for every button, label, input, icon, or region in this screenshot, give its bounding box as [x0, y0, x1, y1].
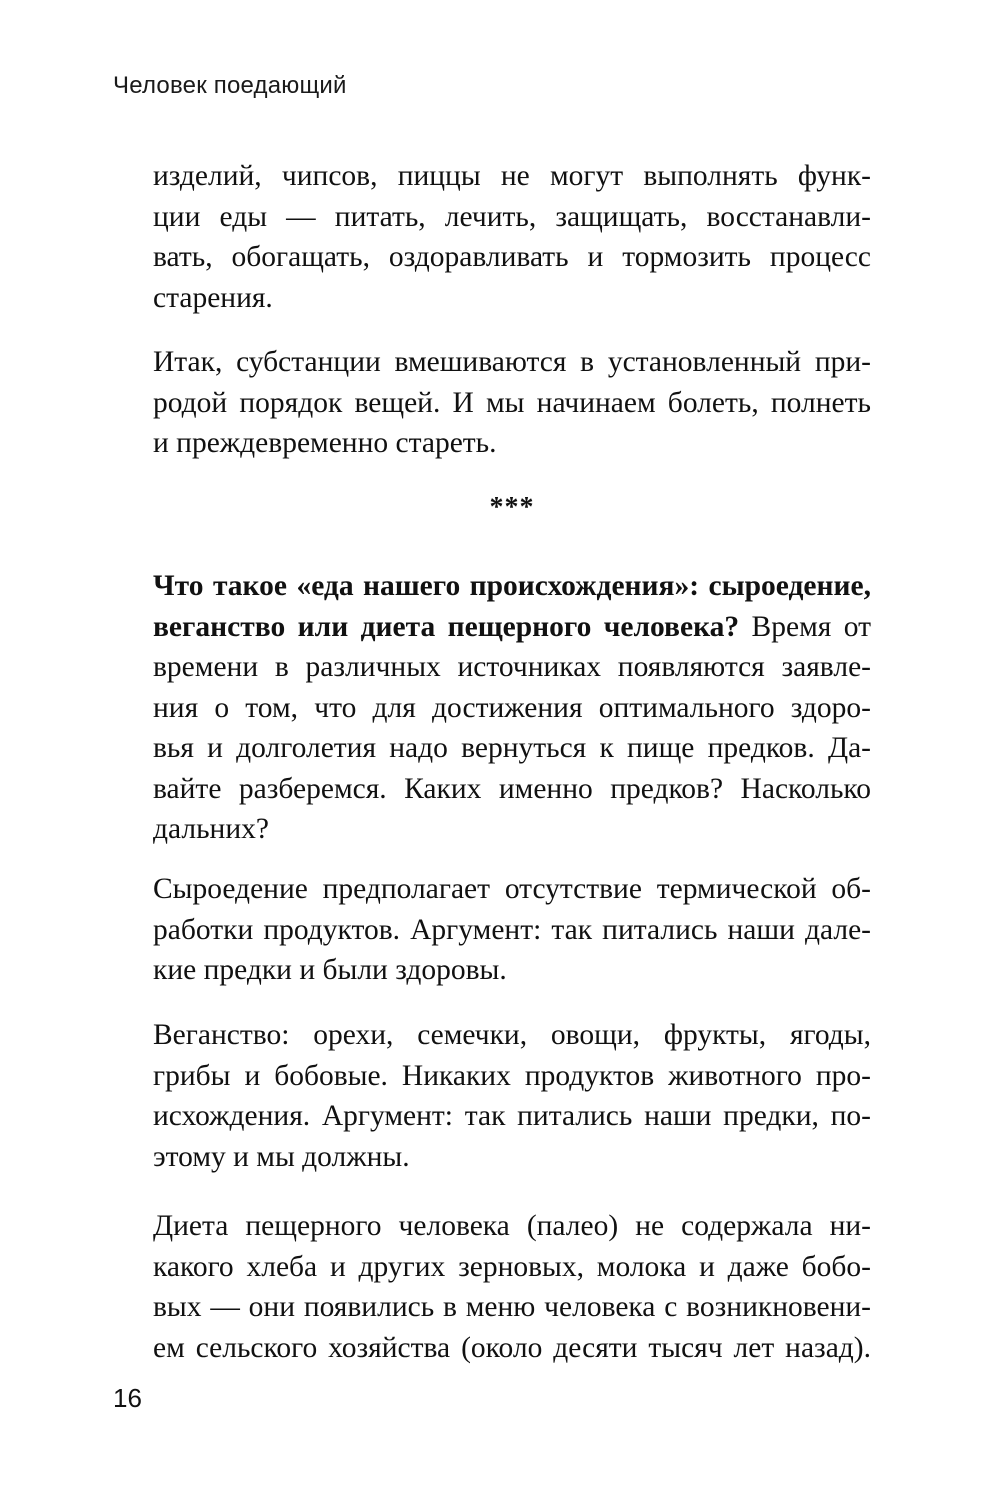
text-line: кие предки и были здоровы. [153, 954, 507, 986]
text-fragment: Время от [739, 610, 871, 643]
text-line: Веганство: орехи, семечки, овощи, фрукты, ягоды, [153, 1019, 871, 1051]
bold-heading-fragment: веганство или диета пещерного человека? [153, 610, 740, 643]
text-line: дальних? [153, 813, 269, 845]
separator-asterisks: *** [489, 492, 535, 523]
text-line: вья и долголетия надо вернуться к пище предков. Да- [153, 732, 871, 764]
text-line: старения. [153, 281, 273, 314]
paragraph [153, 156, 871, 318]
paragraph [153, 1015, 871, 1177]
text-line: времени в различных источниках появляются заявле- [153, 651, 871, 683]
text-line: Итак, субстанции вмешиваются в установленный при- [153, 346, 871, 378]
bold-heading-line: Что такое «еда нашего происхождения»: сыроедение, [153, 570, 871, 602]
text-line: грибы и бобовые. Никаких продуктов животного про- [153, 1059, 871, 1092]
text-line: и преждевременно стареть. [153, 427, 497, 459]
text-line: вать, обогащать, оздоравливать и тормозить процесс [153, 241, 871, 273]
text-line: работки продуктов. Аргумент: так питались наши дале- [153, 913, 871, 946]
text-line: какого хлеба и других зерновых, молока и даже бобо- [153, 1250, 871, 1283]
text-line: ния о том, что для достижения оптимального здоро- [153, 691, 871, 724]
running-head: Человек поедающий [113, 72, 347, 99]
text-line: родой порядок вещей. И мы начинаем болеть, полнеть [153, 386, 871, 419]
paragraph [153, 566, 871, 850]
paragraph [153, 1206, 871, 1368]
text-line: вайте разберемся. Каких именно предков? Насколько [153, 772, 871, 805]
text-line: изделий, чипсов, пиццы не могут выполнять функ- [153, 160, 871, 192]
text-line: исхождения. Аргумент: так питались наши предки, по- [153, 1100, 871, 1132]
section-separator [0, 492, 1000, 524]
text-line: вых — они появились в меню человека с возникновени- [153, 1291, 871, 1323]
text-line: ем сельского хозяйства (около десяти тысяч лет назад). [153, 1331, 871, 1364]
page-number: 16 [113, 1383, 142, 1413]
text-line: Сыроедение предполагает отсутствие термической об- [153, 873, 871, 905]
paragraph [153, 869, 871, 991]
text-line: ции еды — питать, лечить, защищать, восстанавли- [153, 200, 871, 233]
text-line: этому и мы должны. [153, 1140, 410, 1173]
text-line [153, 607, 871, 648]
text-line: Диета пещерного человека (палео) не содержала ни- [153, 1210, 871, 1242]
paragraph [153, 342, 871, 464]
